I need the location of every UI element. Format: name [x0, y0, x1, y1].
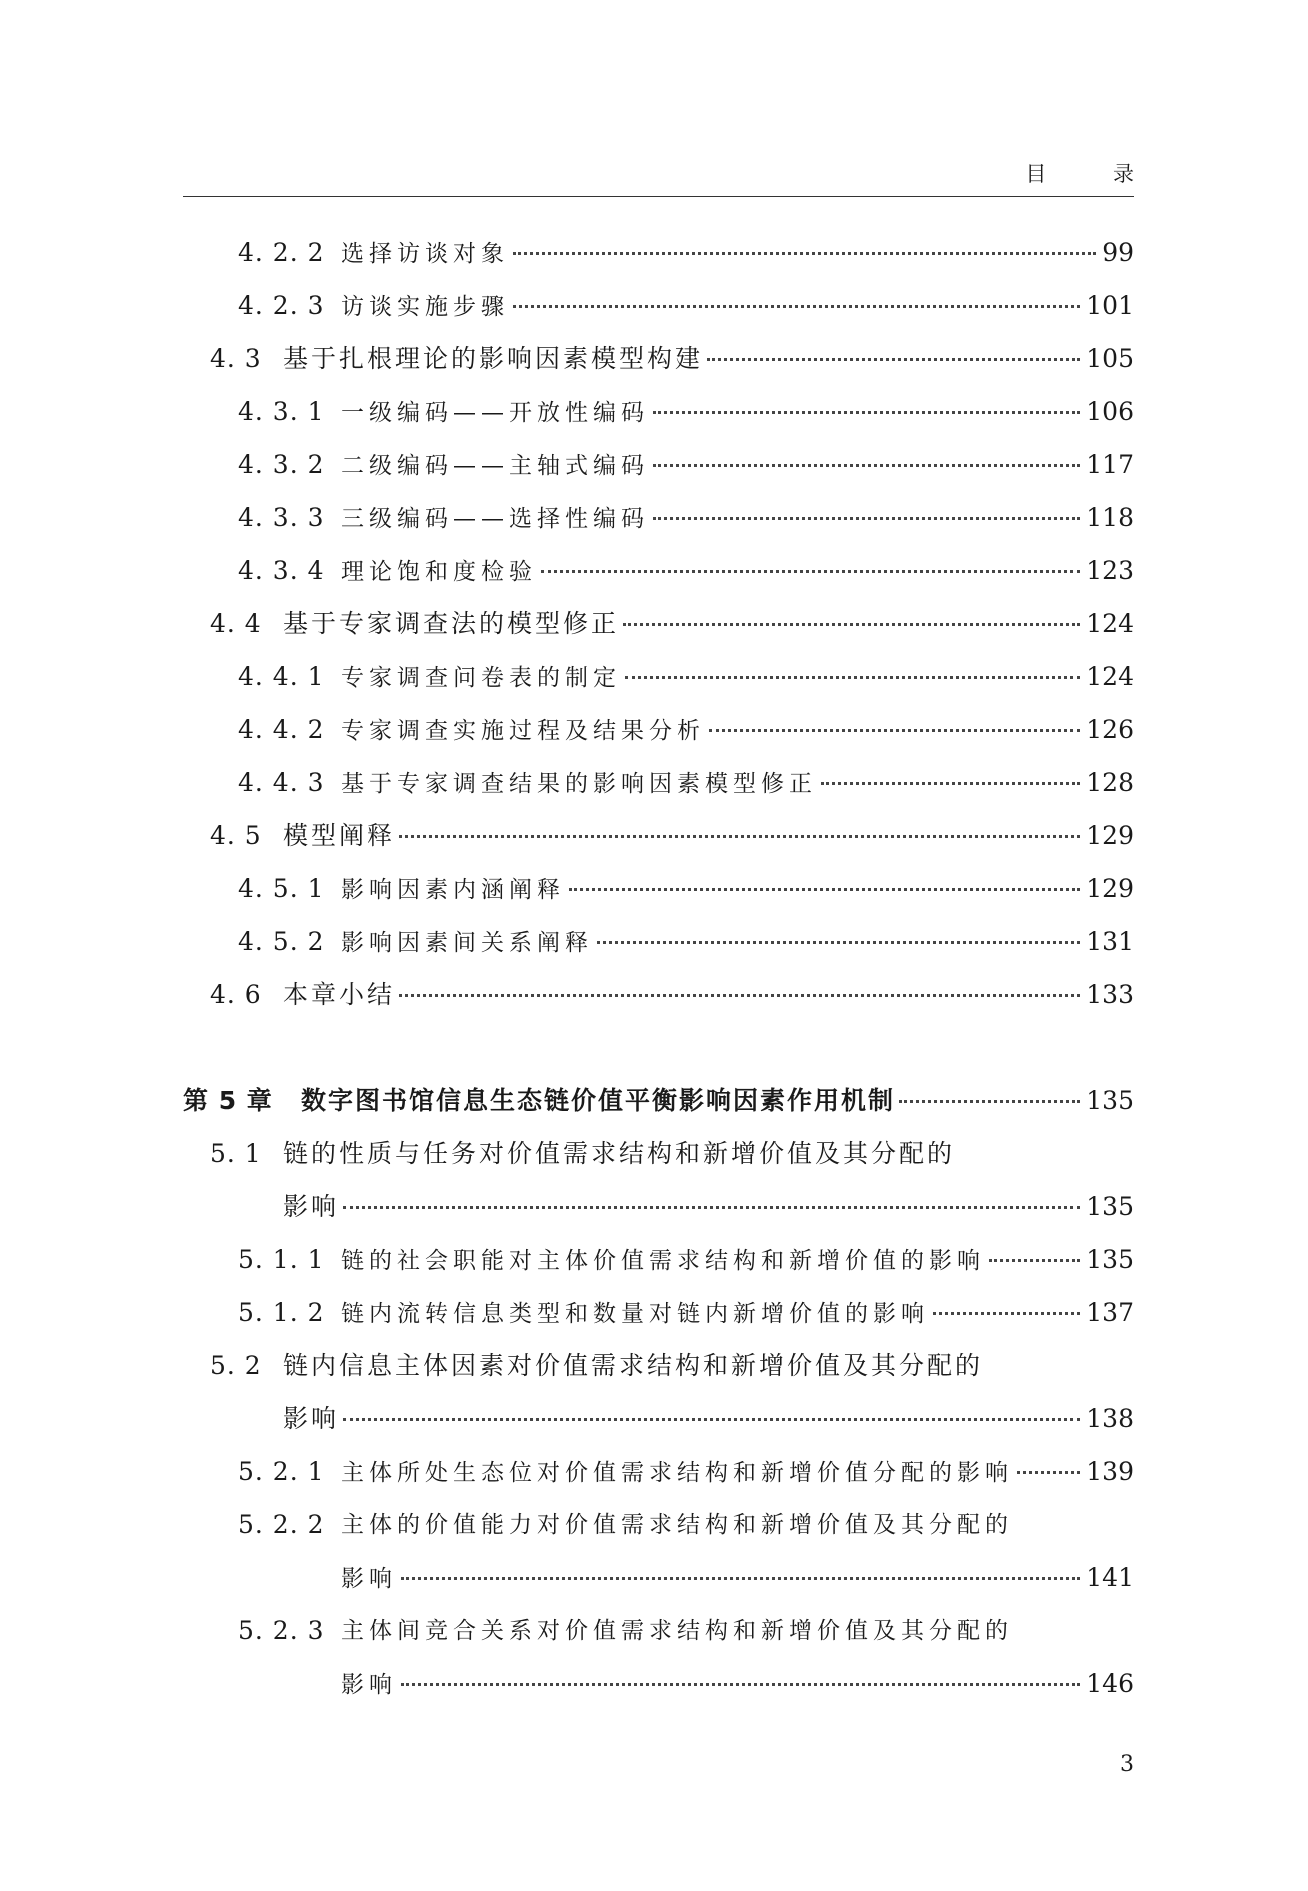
- toc-entry[interactable]: [183, 1611, 1134, 1651]
- entry-number: 4. 4. 2: [238, 715, 325, 744]
- toc-entry[interactable]: [183, 1240, 1134, 1280]
- toc-chapter-entry[interactable]: [183, 1081, 1134, 1121]
- leader-dots: [401, 1577, 1080, 1580]
- entry-title: 本章小结: [283, 980, 396, 1009]
- entry-page: 123: [1086, 556, 1134, 585]
- entry-page: 126: [1086, 715, 1134, 744]
- entry-number: 5. 2. 2: [238, 1510, 325, 1539]
- toc-entry[interactable]: [183, 233, 1134, 273]
- entry-title: 基于专家调查结果的影响因素模型修正: [341, 771, 817, 797]
- entry-title-continuation: 影响: [283, 1404, 340, 1433]
- entry-number: 5. 1: [210, 1139, 262, 1168]
- entry-number: 4. 2. 3: [238, 291, 325, 320]
- entry-title: 选择访谈对象: [341, 241, 509, 267]
- toc-entry[interactable]: [183, 339, 1134, 379]
- entry-title: 链内信息主体因素对价值需求结构和新增价值及其分配的: [283, 1351, 984, 1380]
- entry-page: 146: [1086, 1669, 1134, 1698]
- entry-page: 124: [1086, 609, 1134, 638]
- entry-number: 4. 2. 2: [238, 238, 325, 267]
- entry-number: 4. 3. 1: [238, 397, 325, 426]
- entry-page: 137: [1086, 1298, 1134, 1327]
- toc-entry[interactable]: [183, 392, 1134, 432]
- entry-number: 4. 5. 1: [238, 874, 325, 903]
- entry-title: 链的社会职能对主体价值需求结构和新增价值的影响: [341, 1248, 985, 1274]
- entry-number: 4. 5: [210, 821, 262, 850]
- entry-page: 118: [1086, 503, 1134, 532]
- entry-number: 5. 2. 3: [238, 1616, 325, 1645]
- entry-number: 4. 3: [210, 344, 262, 373]
- leader-dots: [569, 888, 1080, 891]
- entry-number: 5. 2: [210, 1351, 262, 1380]
- entry-number: 5. 1. 2: [238, 1298, 325, 1327]
- entry-number: 5. 1. 1: [238, 1245, 325, 1274]
- entry-page: 129: [1086, 874, 1134, 903]
- entry-number: 4. 4. 3: [238, 768, 325, 797]
- entry-page: 106: [1086, 397, 1134, 426]
- entry-page: 124: [1086, 662, 1134, 691]
- toc-entry[interactable]: [183, 551, 1134, 591]
- chapter-number: 第 5 章: [183, 1086, 273, 1115]
- entry-page: 141: [1086, 1563, 1134, 1592]
- leader-dots: [597, 941, 1080, 944]
- toc-entry-continuation[interactable]: [183, 1558, 1134, 1598]
- entry-page: 105: [1086, 344, 1134, 373]
- entry-title: 影响因素内涵阐释: [341, 877, 565, 903]
- toc-entry[interactable]: [183, 1346, 1134, 1386]
- leader-dots: [623, 623, 1080, 626]
- entry-title: 主体的价值能力对价值需求结构和新增价值及其分配的: [341, 1512, 1013, 1538]
- running-header: [183, 158, 1164, 197]
- leader-dots: [933, 1312, 1080, 1315]
- header-title: 目 录: [1025, 162, 1164, 186]
- toc-entry[interactable]: [183, 657, 1134, 697]
- leader-dots: [653, 464, 1080, 467]
- toc-entry[interactable]: [183, 498, 1134, 538]
- leader-dots: [1017, 1471, 1080, 1474]
- chapter-title: 数字图书馆信息生态链价值平衡影响因素作用机制: [301, 1086, 896, 1115]
- toc-entry-continuation[interactable]: [183, 1664, 1134, 1704]
- toc-entry[interactable]: [183, 1505, 1134, 1545]
- entry-title: 专家调查实施过程及结果分析: [341, 718, 705, 744]
- entry-page: 133: [1086, 980, 1134, 1009]
- entry-page: 135: [1086, 1245, 1134, 1274]
- toc-entry[interactable]: [183, 710, 1134, 750]
- entry-page: 138: [1086, 1404, 1134, 1433]
- entry-page: 128: [1086, 768, 1134, 797]
- entry-title: 链的性质与任务对价值需求结构和新增价值及其分配的: [283, 1139, 956, 1168]
- entry-number: 4. 4: [210, 609, 262, 638]
- leader-dots: [401, 1683, 1080, 1686]
- entry-page: 135: [1086, 1086, 1134, 1115]
- entry-number: 4. 3. 2: [238, 450, 325, 479]
- leader-dots: [399, 835, 1080, 838]
- entry-title: 模型阐释: [283, 821, 396, 850]
- toc-entry[interactable]: [183, 975, 1134, 1015]
- entry-number: 4. 4. 1: [238, 662, 325, 691]
- entry-number: 4. 3. 4: [238, 556, 325, 585]
- toc-entry[interactable]: [183, 816, 1134, 856]
- entry-title: 理论饱和度检验: [341, 559, 537, 585]
- toc-entry[interactable]: [183, 1134, 1134, 1174]
- leader-dots: [989, 1259, 1080, 1262]
- toc-entry[interactable]: [183, 604, 1134, 644]
- leader-dots: [707, 358, 1080, 361]
- leader-dots: [399, 994, 1080, 997]
- leader-dots: [513, 305, 1080, 308]
- toc-entry[interactable]: [183, 869, 1134, 909]
- entry-title: 主体间竞合关系对价值需求结构和新增价值及其分配的: [341, 1618, 1013, 1644]
- entry-title: 访谈实施步骤: [341, 294, 509, 320]
- leader-dots: [653, 411, 1080, 414]
- leader-dots: [653, 517, 1080, 520]
- leader-dots: [343, 1418, 1080, 1421]
- toc-entry-continuation[interactable]: [183, 1187, 1134, 1227]
- leader-dots: [625, 676, 1080, 679]
- leader-dots: [343, 1206, 1080, 1209]
- entry-number: 5. 2. 1: [238, 1457, 325, 1486]
- entry-title: 主体所处生态位对价值需求结构和新增价值分配的影响: [341, 1460, 1013, 1486]
- entry-page: 139: [1086, 1457, 1134, 1486]
- entry-title-continuation: 影响: [341, 1672, 397, 1698]
- leader-dots: [821, 782, 1080, 785]
- entry-number: 4. 5. 2: [238, 927, 325, 956]
- entry-title: 一级编码——开放性编码: [341, 400, 649, 426]
- entry-page: 135: [1086, 1192, 1134, 1221]
- toc-entry[interactable]: [183, 1293, 1134, 1333]
- entry-title: 专家调查问卷表的制定: [341, 665, 621, 691]
- page-number: 3: [1120, 1752, 1134, 1777]
- leader-dots: [899, 1100, 1080, 1103]
- entry-page: 129: [1086, 821, 1134, 850]
- leader-dots: [541, 570, 1080, 573]
- toc-entry[interactable]: [183, 922, 1134, 962]
- toc-entry-continuation[interactable]: [183, 1399, 1134, 1439]
- entry-page: 99: [1102, 238, 1134, 267]
- leader-dots: [709, 729, 1080, 732]
- entry-title-continuation: 影响: [283, 1192, 340, 1221]
- toc-entry[interactable]: [183, 445, 1134, 485]
- toc-entry[interactable]: [183, 1452, 1134, 1492]
- entry-title-continuation: 影响: [341, 1566, 397, 1592]
- entry-page: 131: [1086, 927, 1134, 956]
- entry-page: 117: [1086, 450, 1134, 479]
- entry-title: 二级编码——主轴式编码: [341, 453, 649, 479]
- entry-title: 影响因素间关系阐释: [341, 930, 593, 956]
- entry-page: 101: [1086, 291, 1134, 320]
- entry-title: 三级编码——选择性编码: [341, 506, 649, 532]
- toc-entry[interactable]: [183, 763, 1134, 803]
- entry-number: 4. 3. 3: [238, 503, 325, 532]
- leader-dots: [513, 252, 1096, 255]
- entry-title: 链内流转信息类型和数量对链内新增价值的影响: [341, 1301, 929, 1327]
- entry-number: 4. 6: [210, 980, 262, 1009]
- entry-title: 基于扎根理论的影响因素模型构建: [283, 344, 704, 373]
- entry-title: 基于专家调查法的模型修正: [283, 609, 620, 638]
- toc-entry[interactable]: [183, 286, 1134, 326]
